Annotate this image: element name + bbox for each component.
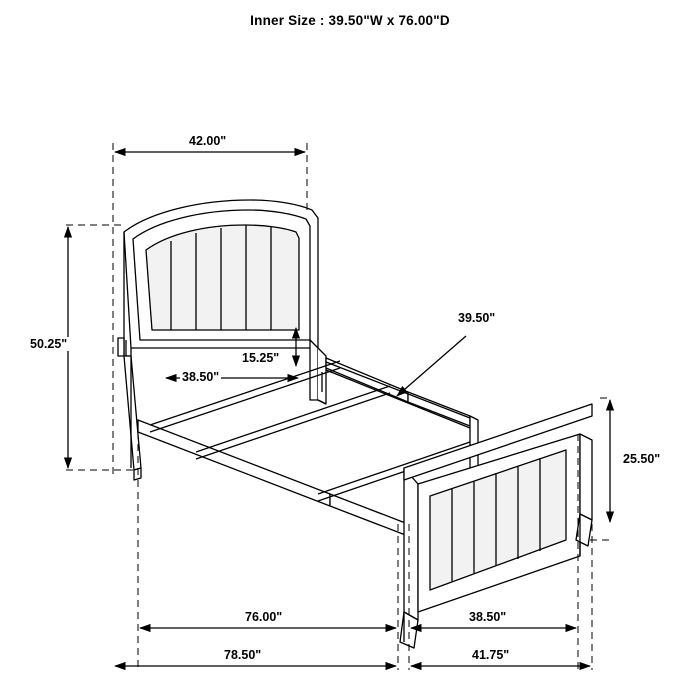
label-headboard-panel-height: 15.25" [242, 351, 280, 365]
label-overall-width: 41.75" [472, 648, 510, 662]
bed-illustration [118, 200, 592, 648]
callout-leader-line [397, 336, 466, 396]
label-headboard-height: 50.25" [30, 337, 68, 351]
label-rail-length: 76.00" [245, 610, 283, 624]
label-headboard-width: 42.00" [189, 134, 227, 148]
label-overall-length: 78.50" [224, 648, 262, 662]
label-mattress-width-callout: 39.50" [458, 311, 496, 325]
page-title: Inner Size : 39.50"W x 76.00"D [250, 13, 450, 28]
label-headboard-panel-width: 38.50" [182, 370, 220, 384]
label-footboard-height: 25.50" [623, 452, 661, 466]
label-footboard-width: 38.50" [469, 610, 507, 624]
